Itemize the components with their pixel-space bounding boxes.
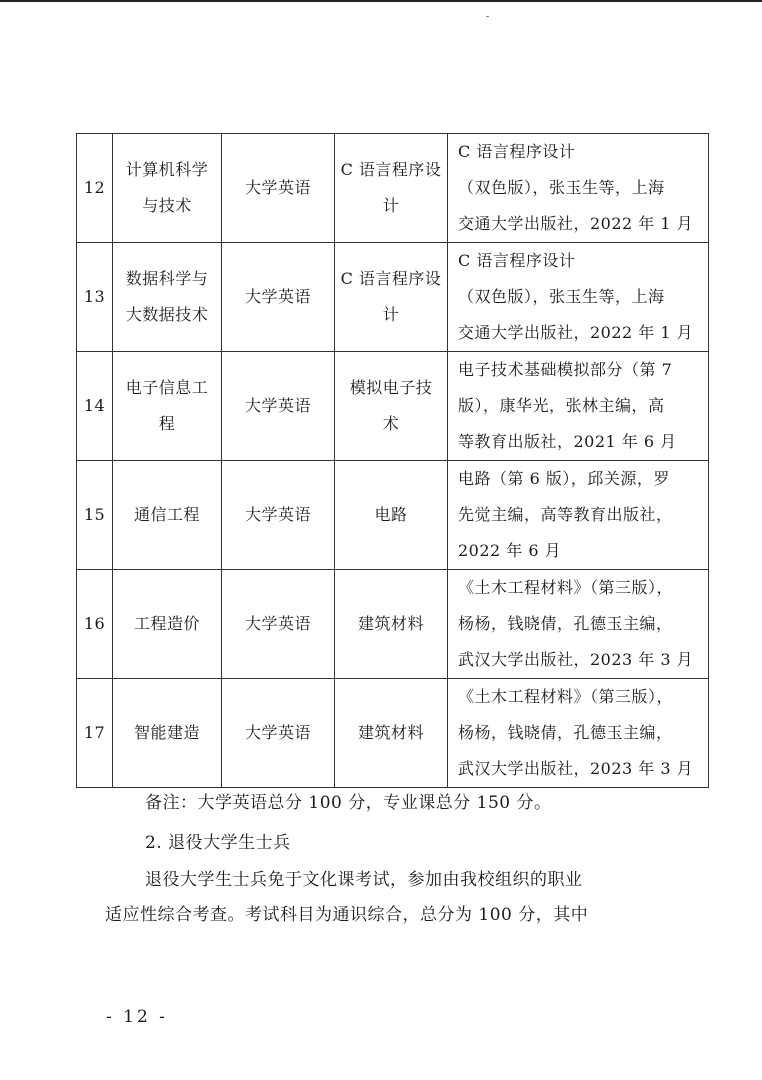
textbook-line: （双色版），张玉生等，上海	[458, 178, 665, 197]
major-text: 与技术	[142, 196, 192, 215]
textbook-line: 电路（第 6 版），邱关源，罗	[458, 469, 670, 488]
top-border-line	[0, 0, 762, 2]
specialty-course-cell	[335, 134, 448, 243]
section-heading: 2. 退役大学生士兵	[145, 833, 291, 853]
textbook-line: 电子技术基础模拟部分（第 7	[458, 360, 673, 379]
textbook-line: 交通大学出版社，2022 年 1 月	[458, 214, 694, 233]
major-cell	[113, 679, 222, 788]
course-text: C 语言程序设	[340, 160, 442, 179]
textbook-line: 《土木工程材料》（第三版），	[458, 578, 674, 597]
table-row	[77, 243, 709, 352]
exam-subjects-table	[76, 133, 709, 788]
textbook-cell	[448, 570, 709, 679]
course-text: 建筑材料	[357, 614, 424, 633]
major-cell	[113, 570, 222, 679]
major-cell	[113, 352, 222, 461]
row-number-cell: 16	[77, 570, 113, 679]
textbook-line: 杨杨，钱晓倩，孔德玉主编，	[458, 723, 673, 742]
major-text: 电子信息工	[125, 378, 209, 397]
language-exam-cell: 大学英语	[222, 243, 335, 352]
textbook-line: （双色版），张玉生等，上海	[458, 287, 665, 306]
paragraph-line-1: 退役大学生士兵免于文化课考试，参加由我校组织的职业	[145, 870, 583, 890]
textbook-line: 等教育出版社，2021 年 6 月	[458, 432, 677, 451]
course-text: 建筑材料	[357, 723, 424, 742]
major-text: 通信工程	[133, 505, 200, 524]
course-text: 计	[382, 305, 400, 324]
table-note: 备注：大学英语总分 100 分，专业课总分 150 分。	[145, 793, 552, 813]
language-exam-cell: 大学英语	[222, 679, 335, 788]
specialty-course-cell	[335, 679, 448, 788]
row-number-cell: 17	[77, 679, 113, 788]
textbook-cell	[448, 243, 709, 352]
major-text: 工程造价	[133, 614, 200, 633]
course-text: C 语言程序设	[340, 269, 442, 288]
textbook-line: 武汉大学出版社，2023 年 3 月	[458, 759, 694, 778]
textbook-line: 先觉主编，高等教育出版社，	[458, 505, 673, 524]
major-cell	[113, 243, 222, 352]
language-exam-cell: 大学英语	[222, 352, 335, 461]
course-text: 术	[382, 414, 400, 433]
major-text: 智能建造	[133, 723, 200, 742]
table-row	[77, 461, 709, 570]
specialty-course-cell	[335, 243, 448, 352]
major-text: 数据科学与	[125, 269, 209, 288]
textbook-line: 《土木工程材料》（第三版），	[458, 687, 674, 706]
textbook-cell	[448, 461, 709, 570]
major-cell	[113, 134, 222, 243]
specialty-course-cell	[335, 461, 448, 570]
table-row	[77, 679, 709, 788]
textbook-cell	[448, 352, 709, 461]
major-text: 大数据技术	[125, 305, 209, 324]
scan-speck	[486, 16, 489, 17]
major-text: 程	[158, 414, 176, 433]
table-row	[77, 352, 709, 461]
textbook-line: 武汉大学出版社，2023 年 3 月	[458, 650, 694, 669]
course-text: 模拟电子技	[349, 378, 433, 397]
major-cell	[113, 461, 222, 570]
row-number-cell: 15	[77, 461, 113, 570]
table-row	[77, 134, 709, 243]
language-exam-cell: 大学英语	[222, 570, 335, 679]
specialty-course-cell	[335, 570, 448, 679]
page-number: - 12 -	[106, 1007, 168, 1027]
language-exam-cell: 大学英语	[222, 461, 335, 570]
textbook-line: C 语言程序设计	[458, 251, 576, 270]
row-number-cell: 13	[77, 243, 113, 352]
course-text: 电路	[374, 505, 408, 524]
textbook-cell	[448, 134, 709, 243]
table-row	[77, 570, 709, 679]
textbook-line: 杨杨，钱晓倩，孔德玉主编，	[458, 614, 673, 633]
row-number-cell: 12	[77, 134, 113, 243]
textbook-line: 2022 年 6 月	[458, 541, 562, 560]
course-text: 计	[382, 196, 400, 215]
major-text: 计算机科学	[125, 160, 209, 179]
language-exam-cell: 大学英语	[222, 134, 335, 243]
textbook-line: C 语言程序设计	[458, 142, 576, 161]
row-number-cell: 14	[77, 352, 113, 461]
textbook-line: 交通大学出版社，2022 年 1 月	[458, 323, 694, 342]
textbook-cell	[448, 679, 709, 788]
specialty-course-cell	[335, 352, 448, 461]
textbook-line: 版），康华光，张林主编，高	[458, 396, 665, 415]
paragraph-line-2: 适应性综合考查。考试科目为通识综合，总分为 100 分，其中	[105, 905, 589, 925]
